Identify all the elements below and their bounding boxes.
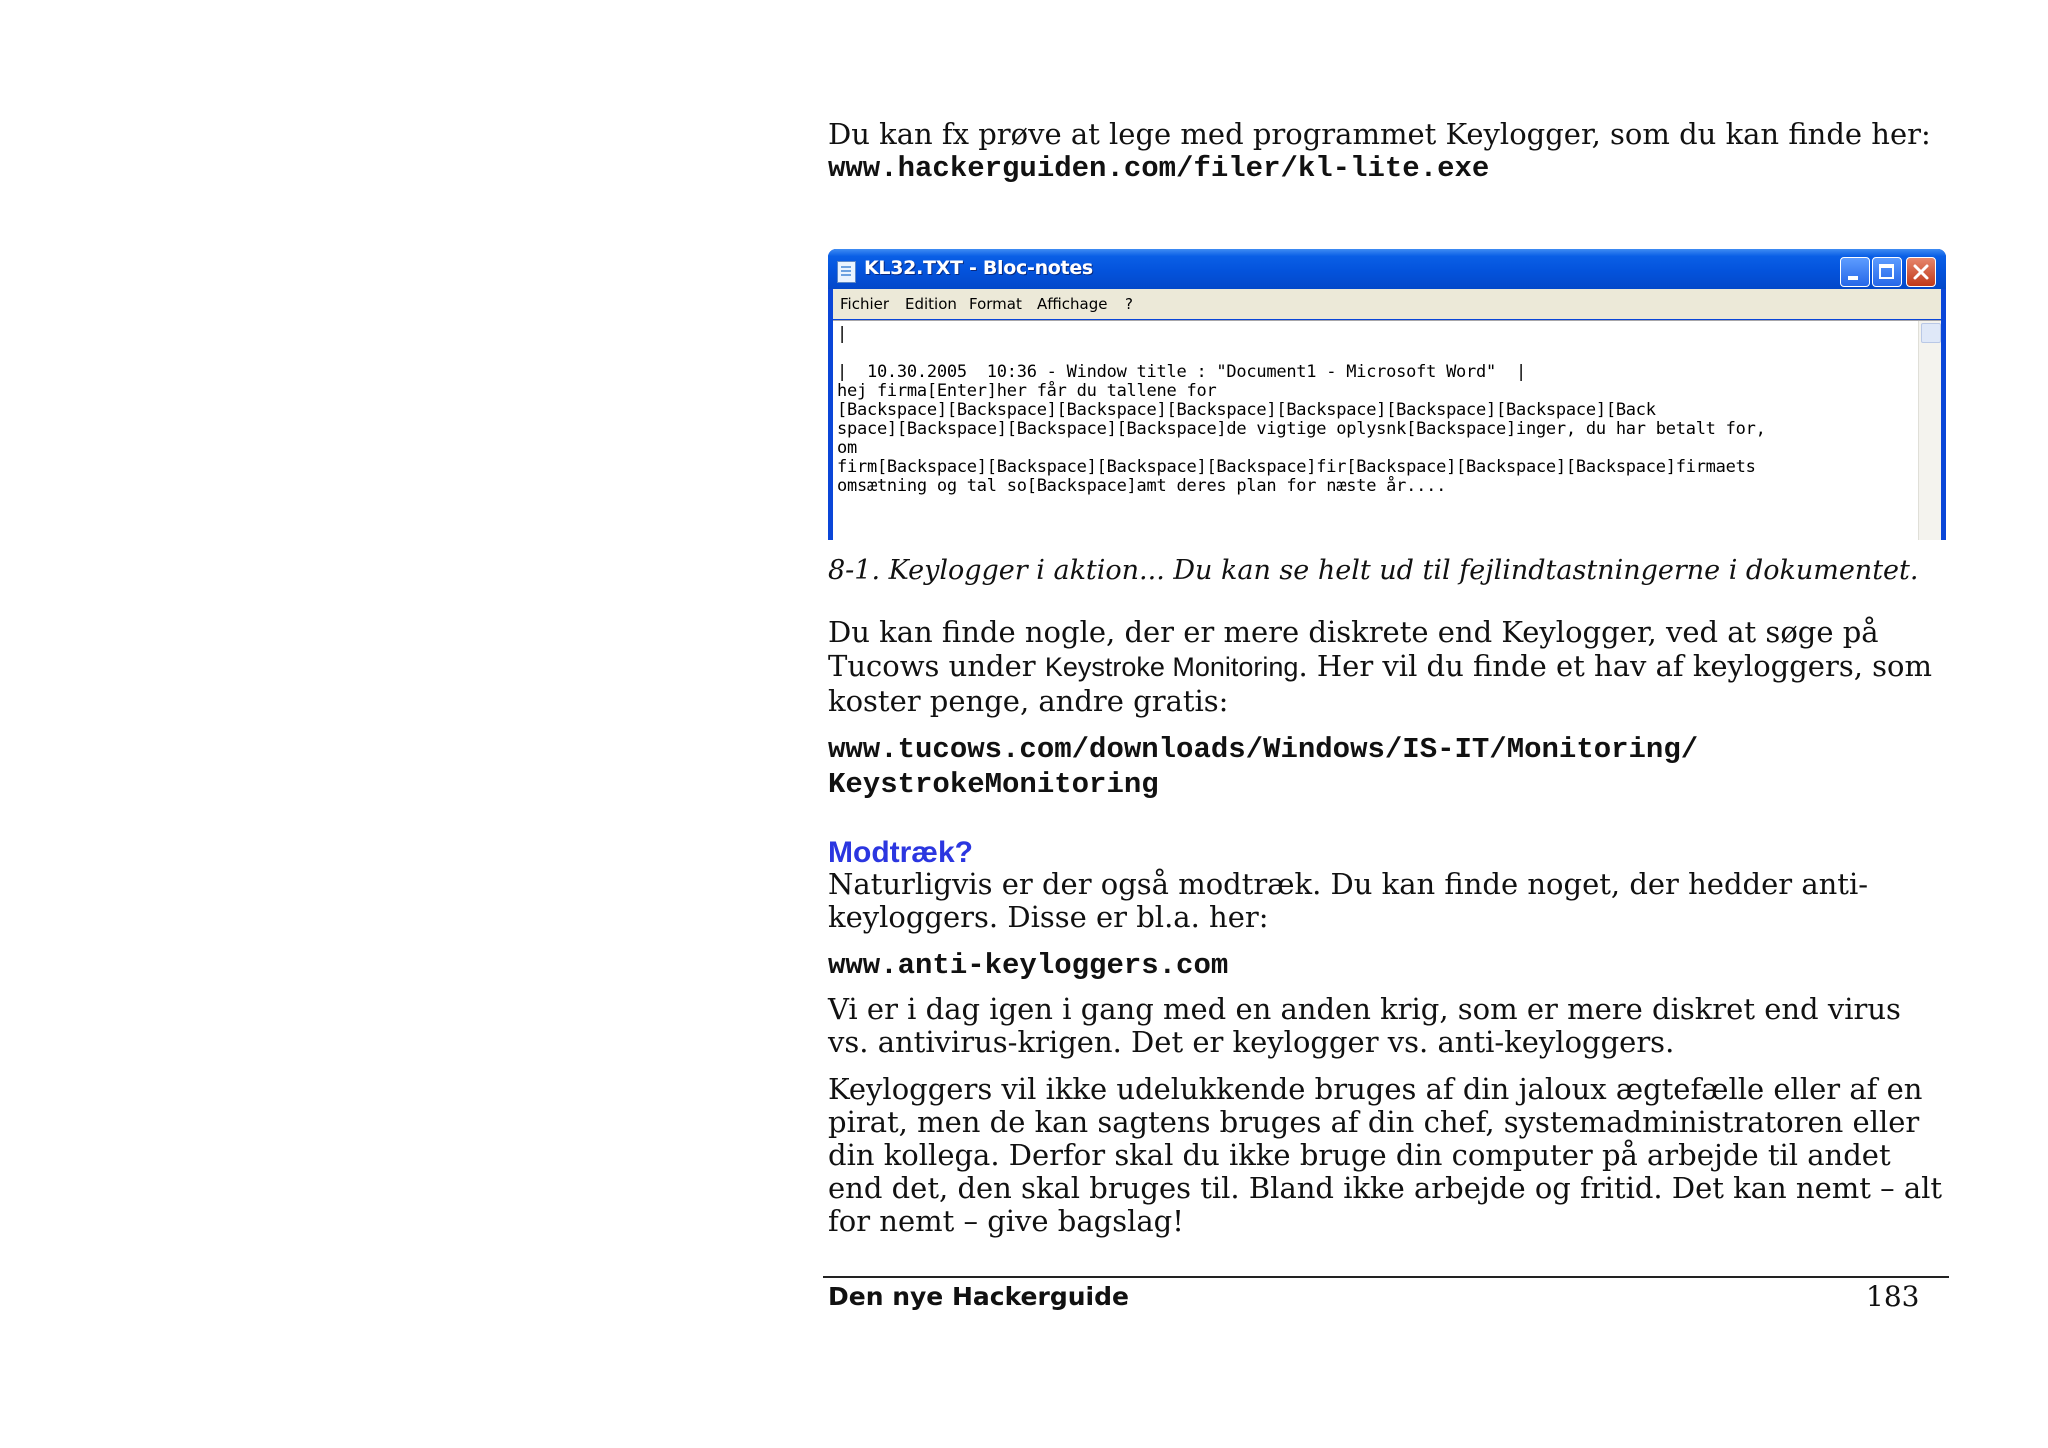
tucows-link-line1[interactable]: www.tucows.com/downloads/Windows/IS-IT/Monitoring/ <box>828 733 1699 766</box>
intro-text: Du kan fx prøve at lege med programmet Keylogger, som du kan finde her: <box>828 117 1931 151</box>
scroll-up-arrow-icon[interactable] <box>1921 323 1941 343</box>
notepad-menubar <box>833 289 1941 319</box>
download-link[interactable]: www.hackerguiden.com/filer/kl-lite.exe <box>828 152 1490 185</box>
menu-fichier[interactable]: Fichier <box>840 295 890 313</box>
notepad-window <box>828 249 1946 540</box>
editor-text: | | 10.30.2005 10:36 - Window title : "Document1 - Microsoft Word" | hej firma[Enter]her får du tallene for [Backspace][Backspace][Backspace][Backspace][Backspace][Backspace][Backspace][Back space][Backspace][Backspace][Backspace]de vigtige oplysnk[Backspace]inger, du har betalt for, om firm[Backspace][Backspace][Backspace][Backspace]fir[Backspace][Backspace][Backspace]firmaets omsætning og tal so[Backspace]amt deres plan for næste år.... <box>837 324 1766 496</box>
footer-book-title: Den nye Hackerguide <box>828 1282 1129 1311</box>
menu-help[interactable]: ? <box>1125 295 1133 313</box>
intro-block <box>828 118 1950 186</box>
footer-rule <box>823 1276 1949 1278</box>
menu-edition[interactable]: Edition <box>905 295 957 313</box>
section-paragraph: Naturligvis er der også modtræk. Du kan finde noget, der hedder anti-keyloggers. Disse er bl.a. her: <box>828 867 1869 934</box>
notepad-titlebar[interactable] <box>828 249 1946 289</box>
minimize-button[interactable] <box>1840 257 1870 287</box>
figure-caption: 8-1. Keylogger i aktion... Du kan se helt ud til fejlindtastningerne i dokumentet. <box>828 555 1919 586</box>
close-button[interactable] <box>1906 257 1936 287</box>
page-number: 183 <box>1866 1280 1920 1313</box>
tucows-link-line2[interactable]: KeystrokeMonitoring <box>828 768 1159 801</box>
para1-text-a: Du kan finde nogle, der er mere diskrete end Keylogger, ved at søge på Tucows under <box>828 615 1879 683</box>
vertical-scrollbar[interactable] <box>1918 321 1941 540</box>
section-paragraph-3: Keyloggers vil ikke udelukkende bruges af din jaloux ægtefælle eller af en pirat, men de kan sagtens bruges af din chef, systemadministratoren eller din kollega. Derfor skal du ikke bruge din computer på arbejde til andet end det, den skal bruges til. Bland ikke arbejde og fritid. Det kan nemt – alt for nemt – give bagslag! <box>828 1072 1943 1238</box>
menu-affichage[interactable]: Affichage <box>1037 295 1108 313</box>
notepad-editor[interactable] <box>833 320 1941 540</box>
window-title: KL32.TXT - Bloc-notes <box>864 257 1093 279</box>
section-countermeasures <box>828 836 1950 1238</box>
paragraph-tucows <box>828 615 1950 718</box>
tucows-link-block <box>828 732 1950 802</box>
notepad-icon <box>837 261 856 283</box>
keystroke-monitoring-term: Keystroke Monitoring <box>1044 652 1299 682</box>
anti-keyloggers-link[interactable]: www.anti-keyloggers.com <box>828 949 1229 982</box>
close-icon <box>1907 258 1935 286</box>
section-paragraph-2: Vi er i dag igen i gang med en anden krig, som er mere diskret end virus vs. antivirus-krigen. Det er keylogger vs. anti-keyloggers. <box>828 992 1901 1059</box>
section-heading: Modtræk? <box>828 836 973 869</box>
para1-text-b: . Her vil du finde et hav af keyloggers, som koster penge, andre gratis: <box>828 649 1932 718</box>
maximize-button[interactable] <box>1872 257 1902 287</box>
figure-caption-block <box>828 554 1950 587</box>
menu-format[interactable]: Format <box>969 295 1022 313</box>
